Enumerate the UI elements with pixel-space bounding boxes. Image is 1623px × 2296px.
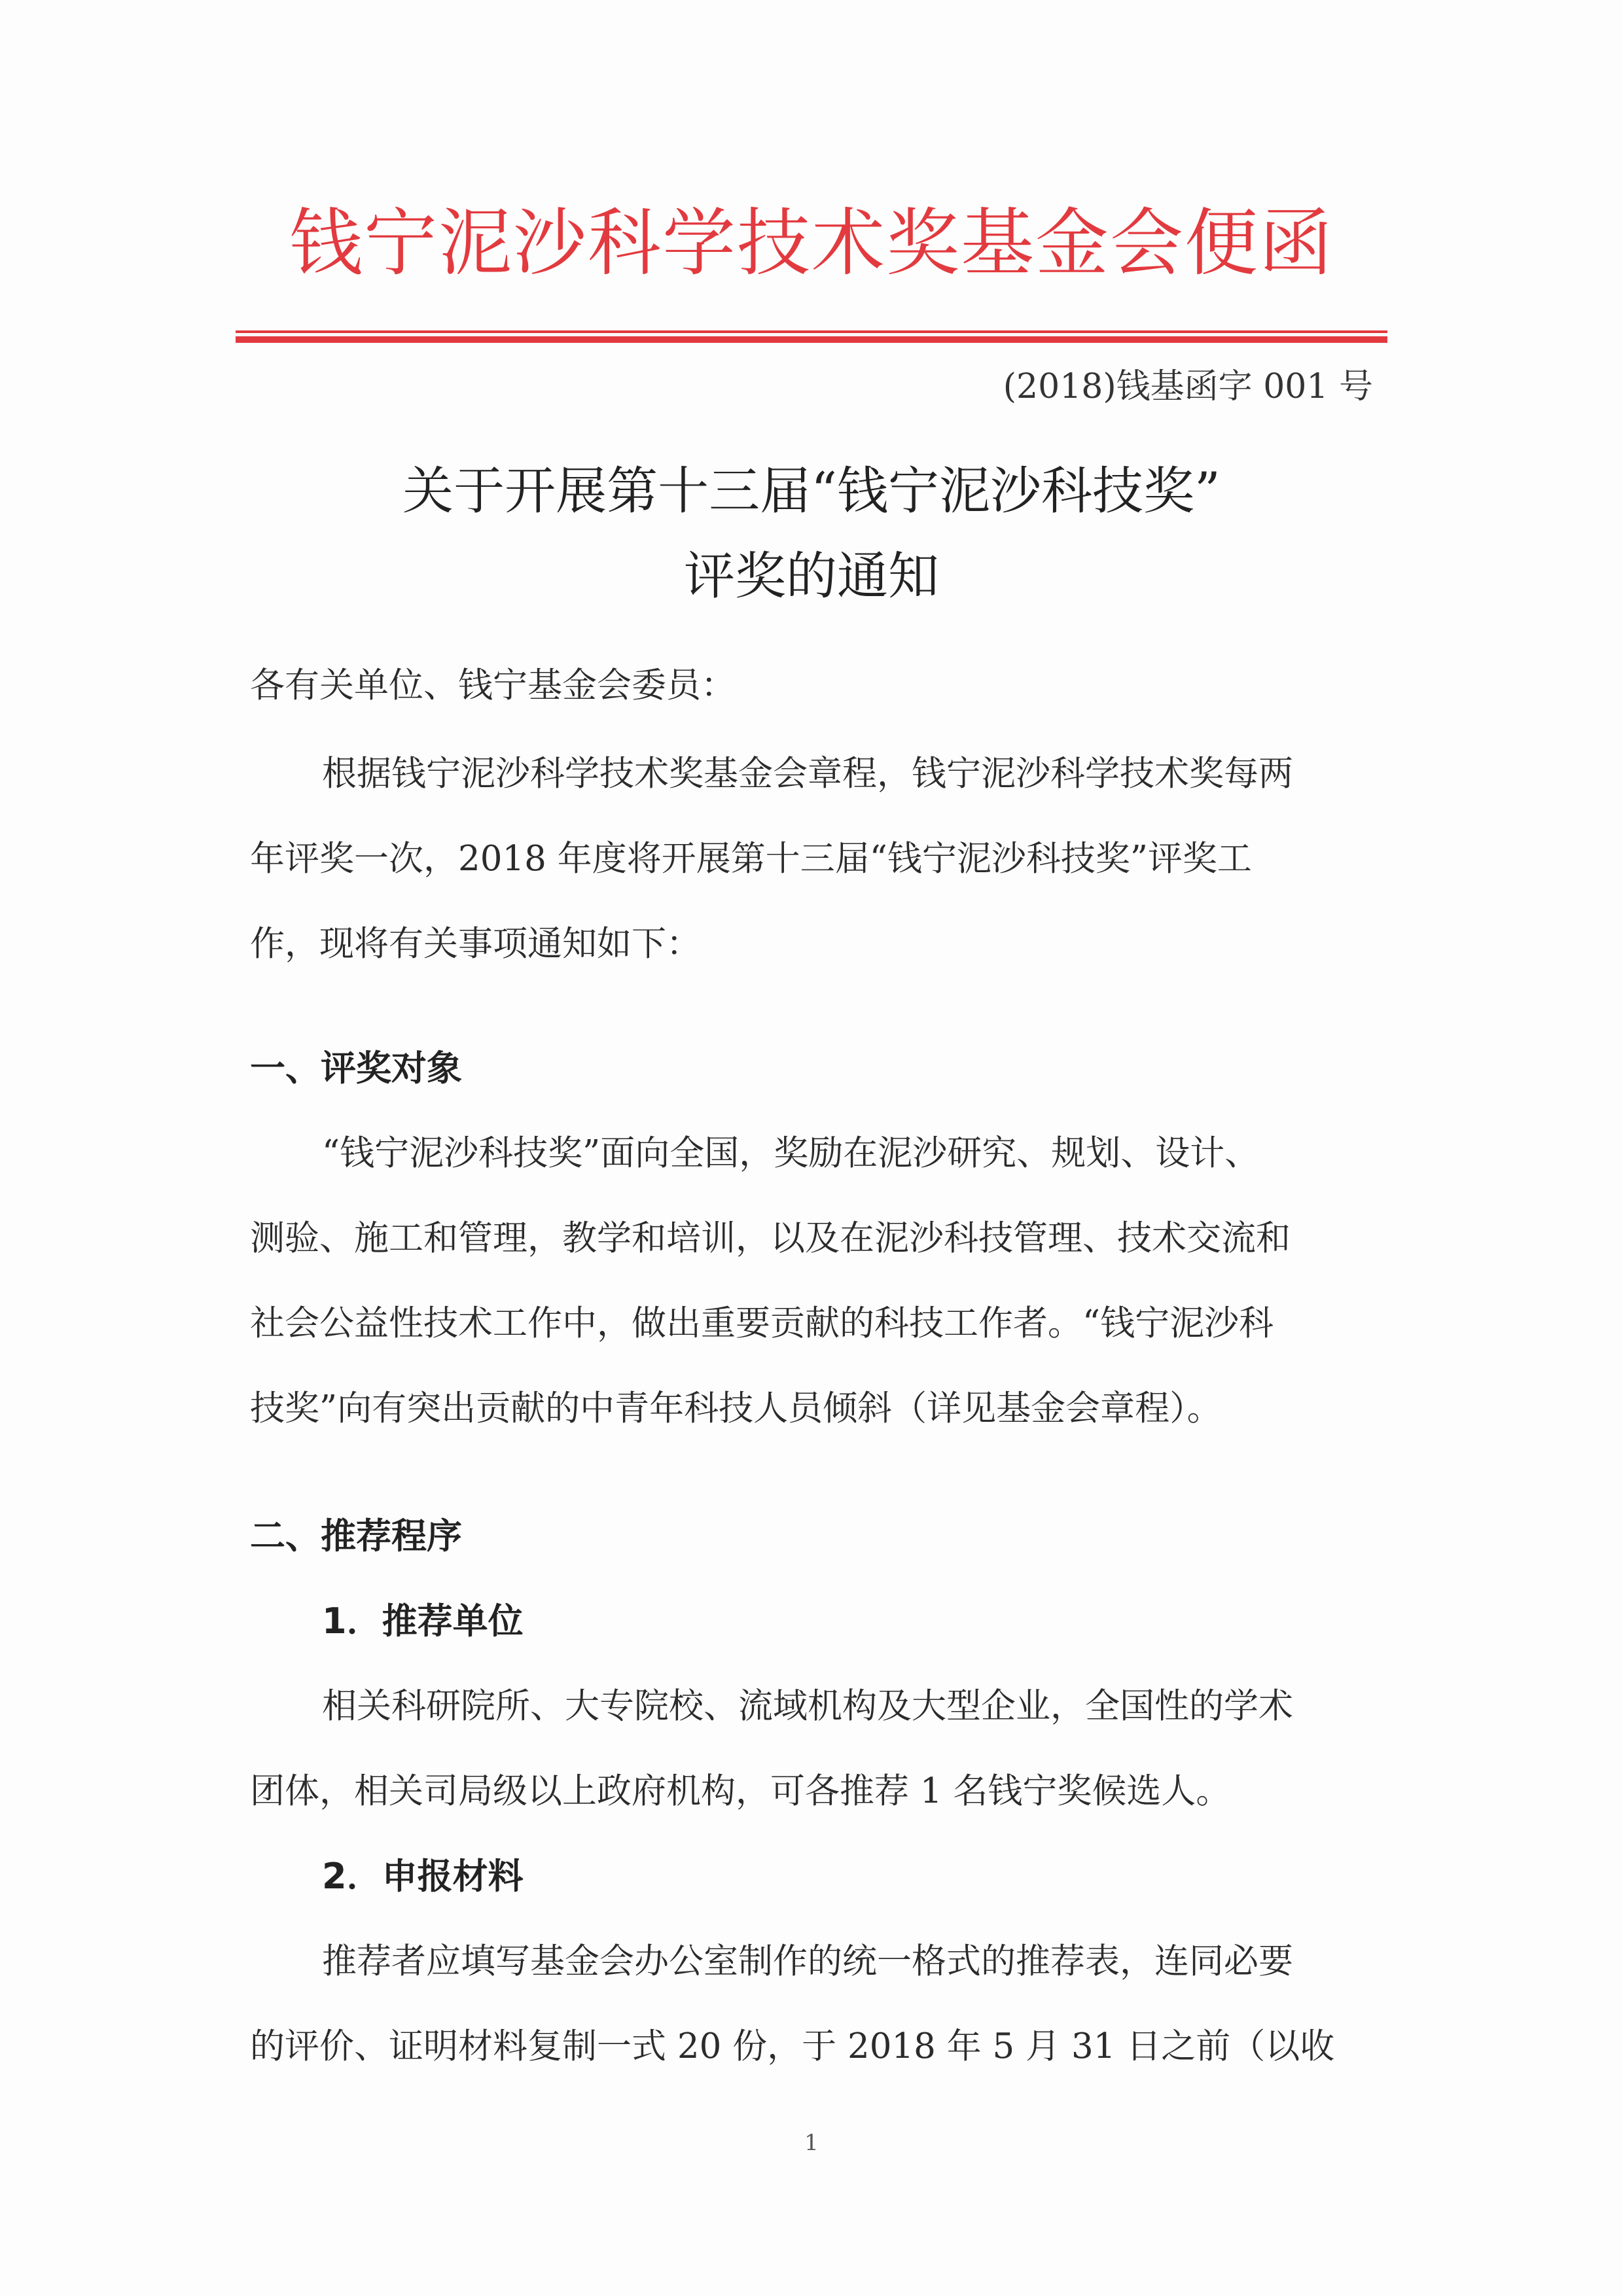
section-1-line-1: “钱宁泥沙科技奖”面向全国，奖励在泥沙研究、规划、设计、 (322, 1133, 1260, 1173)
section-2-sub-2-heading: 2．申报材料 (322, 1856, 524, 1897)
section-2-sub-2-line-1: 推荐者应填写基金会办公室制作的统一格式的推荐表，连同必要 (322, 1941, 1293, 1981)
section-1-line-4: 技奖”向有突出贡献的中青年科技人员倾斜（详见基金会章程）。 (250, 1388, 1222, 1428)
section-1-line-2: 测验、施工和管理，教学和培训，以及在泥沙科技管理、技术交流和 (250, 1218, 1291, 1258)
section-1-heading: 一、评奖对象 (250, 1048, 462, 1089)
notice-title-line-2: 评奖的通知 (683, 547, 939, 606)
intro-line-3: 作，现将有关事项通知如下： (250, 924, 701, 964)
letterhead-rule-thin (236, 330, 1387, 333)
salutation: 各有关单位、钱宁基金会委员： (250, 665, 736, 705)
section-1-line-3: 社会公益性技术工作中，做出重要贡献的科技工作者。“钱宁泥沙科 (250, 1303, 1274, 1343)
page-number: 1 (804, 2130, 819, 2156)
letterhead-rule-thick (236, 336, 1387, 343)
intro-line-2: 年评奖一次，2018 年度将开展第十三届“钱宁泥沙科技奖”评奖工 (250, 839, 1252, 879)
section-2-heading: 二、推荐程序 (250, 1515, 462, 1557)
letterhead-title: 钱宁泥沙科学技术奖基金会便函 (289, 201, 1334, 286)
section-2-sub-1-heading: 1．推荐单位 (322, 1600, 524, 1642)
section-2-sub-1-line-2: 团体，相关司局级以上政府机构，可各推荐 1 名钱宁奖候选人。 (250, 1771, 1231, 1811)
notice-title-line-1: 关于开展第十三届“钱宁泥沙科技奖” (402, 462, 1221, 521)
intro-line-1: 根据钱宁泥沙科学技术奖基金会章程，钱宁泥沙科学技术奖每两 (322, 754, 1293, 794)
document-number: (2018)钱基函字 001 号 (1003, 367, 1373, 406)
section-2-sub-2-line-2: 的评价、证明材料复制一式 20 份，于 2018 年 5 月 31 日之前（以收 (250, 2026, 1335, 2066)
section-2-sub-1-line-1: 相关科研院所、大专院校、流域机构及大型企业，全国性的学术 (322, 1686, 1293, 1726)
